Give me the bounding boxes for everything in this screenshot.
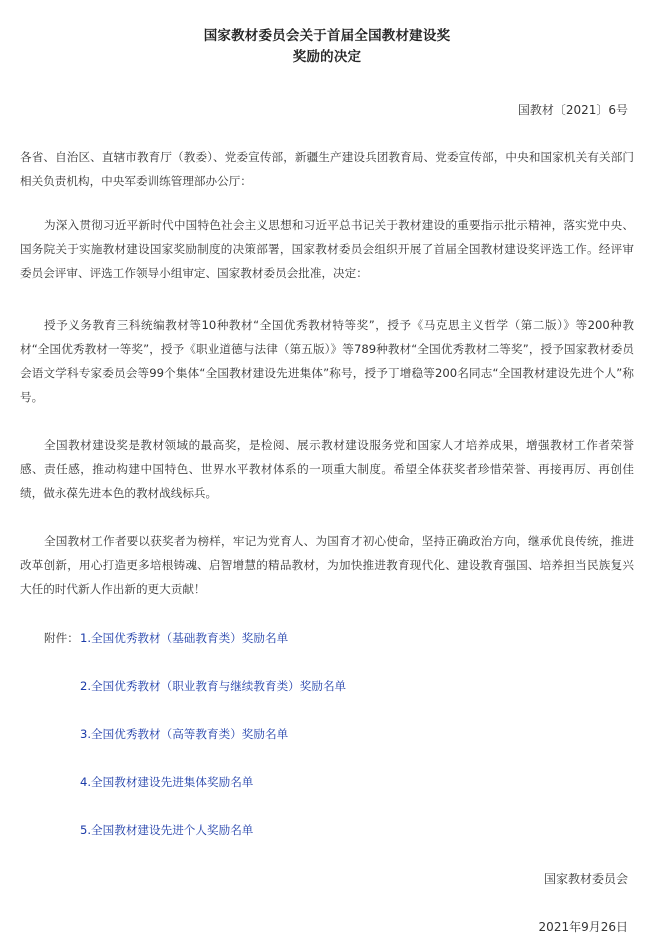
page-title: 国家教材委员会关于首届全国教材建设奖 (203, 28, 451, 44)
paragraph-significance: 全国教材建设奖是教材领域的最高奖，是检阅、展示教材建设服务党和国家人才培养成果，增强教材工作者荣誉感、责任感，推动构建中国特色、世界水平教材体系的一项重大制度。希望全体获奖者珍惜荣誉、再接再厉、再创佳绩，做永葆先进本色的教材战线标兵。 (20, 438, 634, 500)
paragraph-intro: 为深入贯彻习近平新时代中国特色社会主义思想和习近平总书记关于教材建设的重要指示批示精神，落实党中央、国务院关于实施教材建设国家奖励制度的决策部署，国家教材委员会组织开展了首届全国教材建设奖评选工作。经评审委员会评审、评选工作领导小组审定、国家教材委员会批准，决定： (20, 218, 634, 280)
signer: 国家教材委员会 (543, 872, 628, 886)
attachment-link-higher-education[interactable]: 3.全国优秀教材（高等教育类）奖励名单 (80, 727, 289, 741)
page-title-continued: 奖励的决定 (292, 49, 362, 65)
attachments-label: 附件： (44, 631, 79, 645)
attachment-link-basic-education[interactable]: 1.全国优秀教材（基础教育类）奖励名单 (80, 631, 289, 645)
document-number: 国教材〔2021〕6号 (517, 103, 628, 117)
addressees: 各省、自治区、直辖市教育厅（教委）、党委宣传部，新疆生产建设兵团教育局、党委宣传部，中央和国家机关有关部门相关负责机构，中央军委训练管理部办公厅： (20, 150, 634, 188)
attachment-link-advanced-individuals[interactable]: 5.全国教材建设先进个人奖励名单 (80, 823, 254, 837)
attachment-link-vocational-education[interactable]: 2.全国优秀教材（职业教育与继续教育类）奖励名单 (80, 679, 347, 693)
paragraph-awards: 授予义务教育三科统编教材等10种教材“全国优秀教材特等奖”，授予《马克思主义哲学（第二版）》等200种教材“全国优秀教材一等奖”，授予《职业道德与法律（第五版）》等789种教材“全国优秀教材二等奖”，授予国家教材委员会语文学科专家委员会等99个集体“全国教材建设先进集体”称号，授予丁增稳等200名同志“全国教材建设先进个人”称号。 (20, 318, 634, 404)
issue-date: 2021年9月26日 (538, 920, 628, 934)
paragraph-call-to-action: 全国教材工作者要以获奖者为榜样，牢记为党育人、为国育才初心使命，坚持正确政治方向，继承优良传统，推进改革创新，用心打造更多培根铸魂、启智增慧的精品教材，为加快推进教育现代化、建设教育强国、培养担当民族复兴大任的时代新人作出新的更大贡献！ (20, 534, 634, 596)
attachment-link-advanced-collectives[interactable]: 4.全国教材建设先进集体奖励名单 (80, 775, 254, 789)
